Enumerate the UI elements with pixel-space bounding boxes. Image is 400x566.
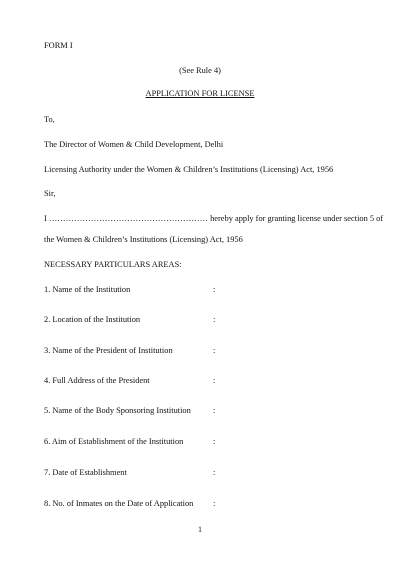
particular-separator: : <box>213 499 216 508</box>
salutation-to: To, <box>44 115 55 124</box>
particular-label: 5. Name of the Body Sponsoring Institution <box>44 406 191 415</box>
particular-label: 8. No. of Inmates on the Date of Application <box>44 499 194 508</box>
rule-reference: (See Rule 4) <box>179 66 221 75</box>
particular-item-4 <box>44 377 374 389</box>
addressee-line-2: Licensing Authority under the Women & Children’s Institutions (Licensing) Act, 1956 <box>44 165 334 174</box>
particular-item-2 <box>44 316 374 328</box>
document-title: APPLICATION FOR LICENSE <box>145 89 255 98</box>
page-number: 1 <box>198 525 202 534</box>
particular-item-3 <box>44 347 374 359</box>
particular-separator: : <box>213 468 216 477</box>
particular-label: 1. Name of the Institution <box>44 285 131 294</box>
particular-label: 4. Full Address of the President <box>44 376 150 385</box>
particular-item-8 <box>44 500 374 512</box>
addressee-line-1: The Director of Women & Child Development, Delhi <box>44 140 224 149</box>
particular-label: 3. Name of the President of Institution <box>44 346 173 355</box>
particular-item-1 <box>44 286 374 298</box>
particulars-heading: NECESSARY PARTICULARS AREAS: <box>44 260 182 269</box>
particular-label: 7. Date of Establishment <box>44 468 127 477</box>
particular-separator: : <box>213 285 216 294</box>
particular-item-5 <box>44 407 374 419</box>
particular-item-6 <box>44 438 374 450</box>
particular-label: 6. Aim of Establishment of the Institution <box>44 437 184 446</box>
particular-separator: : <box>213 376 216 385</box>
particular-separator: : <box>213 406 216 415</box>
body-line-2: the Women & Children’s Institutions (Licensing) Act, 1956 <box>44 235 243 244</box>
greeting: Sir, <box>44 189 56 198</box>
particular-separator: : <box>213 437 216 446</box>
particular-separator: : <box>213 315 216 324</box>
body-line-1: I ………………………………………………… hereby apply for granting license under section 5 of <box>44 214 384 223</box>
form-label: FORM I <box>44 41 73 50</box>
particular-item-7 <box>44 469 374 481</box>
particular-label: 2. Location of the Institution <box>44 315 141 324</box>
particular-separator: : <box>213 346 216 355</box>
